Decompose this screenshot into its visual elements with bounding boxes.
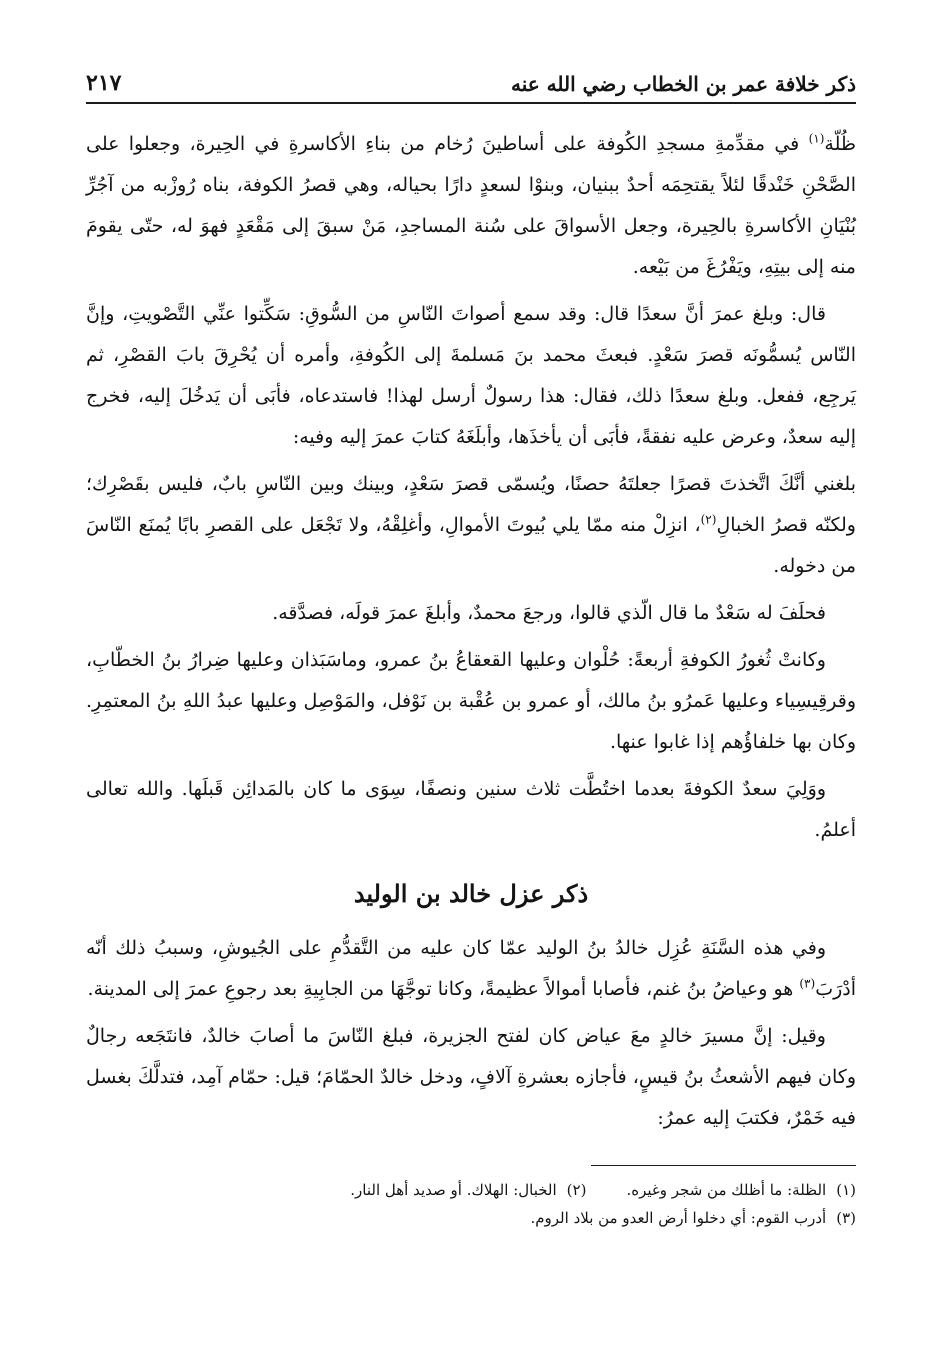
running-header xyxy=(86,58,856,104)
footnote-line xyxy=(86,1204,856,1232)
paragraph: وكانتْ ثُغورُ الكوفةِ أربعةً: حُلْوان وعليها القعقاعُ بنُ عمرو، وماسَبَذان وعليها ضِرارُ بنُ الخطّابِ، وقرقِيسِياء وعليها عَمرُو بنُ مالك، أو عمرو بن عُقْبة بن نَوْفل، والمَوْصِل وعليها عبدُ اللهِ بنُ المعتمِرِ. وكان بها خلفاؤُهم إذا غابوا عنها. xyxy=(86,649,856,753)
footnote-reference: (١) xyxy=(808,131,825,146)
paragraph-text: ، انزِلْ منه ممّا يلي بُيوتَ الأموالِ، وأغلِقْهُ، ولا تَجْعَل على القصرِ بابًا يُمنَع النّاسَ من دخوله. xyxy=(86,514,856,577)
footnote-number: (٣) xyxy=(836,1209,856,1227)
footnote-number: (١) xyxy=(836,1181,856,1199)
footnote-number: (٢) xyxy=(566,1181,587,1199)
paragraph-text: وفي هذه السَّنَةِ عُزِل خالدُ بنُ الوليد عمّا كان عليه من التَّقدُّمِ على الجُيوشِ، وسببُ ذلك أنّه أدْرَبَ xyxy=(86,937,856,1000)
page-number: ٢١٧ xyxy=(86,70,122,96)
paragraph-text: في مقدِّمةِ مسجدِ الكُوفة على أساطينَ رُخام من بناءِ الأكاسرةِ في الحِيرة، وجعلوا على الصَّحْنِ خَنْدقًا لئلاً يقتحِمَه أحدٌ ببنيان، وبنوْا لسعدٍ دارًا بحياله، وهي قصرُ الكوفة، بناه رُوزْبه من آجُرِّ بُنْيَانِ الأكاسرةِ بالحِيرة، وجعل الأسواقَ على سُنة المساجدِ، مَنْ سبقَ إلى مَقْعَدٍ فهوَ له، حتّى يقومَ منه إلى بيتِهِ، ويَفْرُغَ من بَيْعه. xyxy=(86,133,856,278)
footnote xyxy=(350,1176,586,1204)
paragraph xyxy=(86,928,856,1010)
book-page xyxy=(86,58,856,1318)
section-heading: ذكر عزل خالد بن الوليد xyxy=(353,879,589,908)
main-text xyxy=(86,124,856,1139)
footnote-reference: (٢) xyxy=(700,512,717,527)
quoted-letter xyxy=(86,464,856,587)
footnote-divider xyxy=(591,1165,856,1166)
paragraph-text: ظُلّة xyxy=(824,133,856,155)
footnote-line xyxy=(86,1176,856,1204)
footnote-text: الخبال: الهلاك. أو صديد أهل النار. xyxy=(350,1181,557,1199)
paragraph: قال: وبلغ عمرَ أنَّ سعدًا قال: وقد سمع أصواتَ النّاسِ من السُّوقِ: سَكِّتوا عنِّي التَّصْويتِ، وإنَّ النّاس يُسمُّونَه قصرَ سَعْدٍ. فبعثَ محمد بنَ مَسلمةَ إلى الكُوفةِ، وأمره أن يُحْرِقَ بابَ القصْرِ، ثم يَرجِع، ففعل. وبلغ سعدًا ذلك، فقال: هذا رسولٌ أرسل لهذا! فاستدعاه، فأبَى أن يَدخُلَ إليه، فخرج إليه سعدٌ، وعرض عليه نفقةً، فأبَى أن يأخذَها، وأبلَغَهُ كتابَ عمرَ إليه وفيه: xyxy=(86,303,856,448)
paragraph: وقيل: إنَّ مسيرَ خالدٍ معَ عياض كان لفتح الجزيرة، فبلغ النّاسَ ما أصابَ خالدٌ، فانتَجَعه رجالٌ وكان فيهم الأشعثُ بنُ قيسٍ، فأجازه بعشرةِ آلافٍ، ودخل خالدٌ الحمّامَ؛ قيل: حمّام آمِد، فتدلَّكَ بغسل فيه خَمْرٌ، فكتبَ إليه عمرُ: xyxy=(86,1025,856,1129)
paragraph: فحلَفَ له سَعْدٌ ما قال الّذي قالوا، ورجعَ محمدٌ، وأبلغَ عمرَ قولَه، فصدَّقه. xyxy=(272,602,826,624)
paragraph-text: هو وعياضُ بنُ غنم، فأصابا أموالاً عظيمةً، وكانا توجَّهَا من الجابِيةِ بعد رجوعِ عمرَ إلى المدينة. xyxy=(87,978,800,1000)
footnote xyxy=(626,1176,856,1204)
paragraph: ووَلِيَ سعدٌ الكوفةَ بعدما اختُطَّت ثلاث سنين ونصفًا، سِوَى ما كان بالمَدائِن قَبلَها. والله تعالى أعلمُ. xyxy=(86,778,856,841)
running-title: ذكر خلافة عمر بن الخطاب رضي الله عنه xyxy=(511,72,856,96)
footnote-text: الظلة: ما أظلك من شجر وغيره. xyxy=(626,1181,827,1199)
footnote xyxy=(530,1204,856,1232)
footnote-reference: (٣) xyxy=(799,976,816,991)
footnotes xyxy=(86,1176,856,1232)
paragraph-text: بلغني أنَّكَ اتَّخذتَ قصرًا جعلتَهُ حصنًا، ويُسمّى قصرَ سَعْدٍ، وبينك وبين النّاسِ بابٌ، فليس بقَصْرِك؛ ولكنّه قصرُ الخبالِ xyxy=(86,473,856,536)
paragraph xyxy=(86,124,856,288)
footnote-text: أدرب القوم: أي دخلوا أرض العدو من بلاد الروم. xyxy=(530,1209,827,1227)
